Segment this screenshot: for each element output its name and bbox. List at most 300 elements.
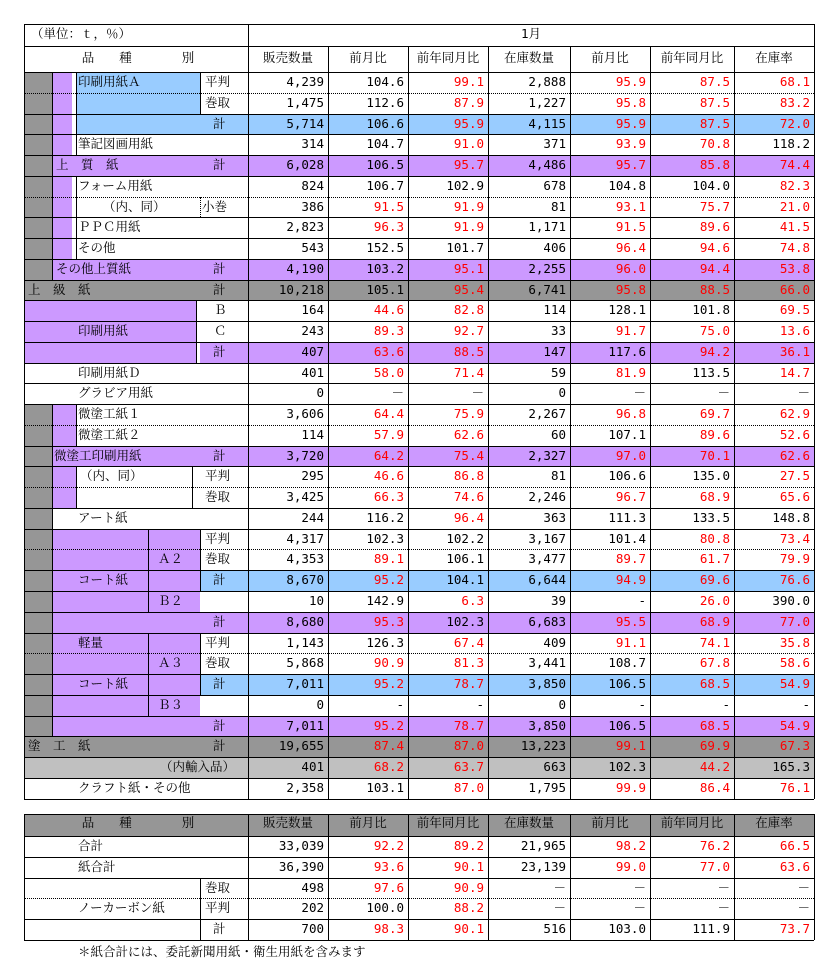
grid-line xyxy=(52,72,53,280)
data-cell: － xyxy=(391,385,404,401)
data-cell: － xyxy=(471,385,484,401)
data-cell: 202 xyxy=(301,900,324,916)
data-cell: 244 xyxy=(301,509,324,525)
data-cell: 91.1 xyxy=(615,634,646,650)
data-cell: 824 xyxy=(301,177,324,193)
column-header: 在庫数量 xyxy=(503,815,554,830)
data-cell: 6,683 xyxy=(528,613,566,629)
data-cell: 104.7 xyxy=(366,136,404,152)
data-cell: 27.5 xyxy=(779,468,810,484)
data-cell: 102.3 xyxy=(608,759,646,775)
row-label: 計 xyxy=(213,281,226,297)
data-cell: 74.1 xyxy=(699,634,730,650)
data-cell: 83.2 xyxy=(779,94,810,110)
data-cell: 54.9 xyxy=(779,717,810,733)
data-cell: 75.0 xyxy=(699,323,730,339)
data-cell: 243 xyxy=(301,323,324,339)
grid-line xyxy=(814,814,815,940)
data-cell: 95.5 xyxy=(615,613,646,629)
column-header: 在庫数量 xyxy=(503,50,554,65)
data-cell: 363 xyxy=(543,509,566,525)
data-cell: 498 xyxy=(301,879,324,895)
data-cell: 91.7 xyxy=(615,323,646,339)
data-cell: 78.7 xyxy=(453,717,484,733)
data-cell: 67.8 xyxy=(699,655,730,671)
data-cell: 6.3 xyxy=(461,593,484,608)
data-cell: 80.8 xyxy=(699,530,730,546)
data-cell: 2,255 xyxy=(528,260,566,276)
data-cell: 68.9 xyxy=(699,613,730,629)
data-cell: 0 xyxy=(316,385,324,401)
data-cell: 401 xyxy=(301,364,324,380)
data-cell: 142.9 xyxy=(366,593,404,608)
data-cell: 95.2 xyxy=(373,676,404,692)
data-cell: 8,680 xyxy=(286,613,324,629)
data-cell: 407 xyxy=(301,343,324,359)
data-cell: 106.5 xyxy=(366,157,404,173)
data-cell: 0 xyxy=(558,696,566,712)
data-cell: 74.8 xyxy=(779,240,810,256)
data-cell: 64.4 xyxy=(373,406,404,422)
data-cell: 117.6 xyxy=(608,343,646,359)
data-cell: 86.4 xyxy=(699,779,730,795)
column-header: 販売数量 xyxy=(262,815,313,830)
data-cell: － xyxy=(717,879,730,895)
data-cell: 95.8 xyxy=(615,94,646,110)
row-label: Ａ３ xyxy=(158,655,184,671)
data-cell: 4,486 xyxy=(528,157,566,173)
data-cell: 90.9 xyxy=(373,655,404,671)
data-cell: 91.0 xyxy=(453,136,484,152)
data-cell: 3,850 xyxy=(528,676,566,692)
data-cell: 14.7 xyxy=(779,364,810,380)
data-cell: 101.4 xyxy=(608,530,646,546)
data-cell: 2,327 xyxy=(528,447,566,463)
data-cell: 90.1 xyxy=(453,858,484,874)
data-cell: 77.0 xyxy=(699,858,730,874)
data-cell: 58.6 xyxy=(779,655,810,671)
data-cell: 6,644 xyxy=(528,572,566,588)
data-cell: 102.3 xyxy=(446,613,484,629)
data-cell: 76.2 xyxy=(699,838,730,853)
data-cell: － xyxy=(797,900,810,916)
data-cell: 0 xyxy=(316,696,324,712)
data-cell: - xyxy=(638,696,646,712)
data-cell: 39 xyxy=(550,593,566,608)
grid-line xyxy=(24,24,25,72)
data-cell: 126.3 xyxy=(366,634,404,650)
data-cell: 99.1 xyxy=(453,74,484,89)
data-cell: 102.9 xyxy=(446,177,484,193)
data-cell: 90.9 xyxy=(453,879,484,895)
data-cell: 10 xyxy=(308,593,324,608)
row-label: 巻取 xyxy=(205,94,231,110)
data-cell: 62.9 xyxy=(779,406,810,422)
data-cell: － xyxy=(633,900,646,916)
data-cell: - xyxy=(396,696,404,712)
data-cell: 87.4 xyxy=(373,738,404,754)
row-label: ＰＰＣ用紙 xyxy=(78,219,141,235)
row-label: 計 xyxy=(213,260,226,276)
data-cell: 96.4 xyxy=(615,240,646,256)
data-cell: 63.7 xyxy=(453,759,484,775)
data-cell: 2,358 xyxy=(286,779,324,795)
data-cell: 63.6 xyxy=(779,858,810,874)
data-cell: 95.3 xyxy=(373,613,404,629)
row-label: 平判 xyxy=(205,530,231,546)
data-cell: 87.5 xyxy=(699,115,730,131)
data-cell: 113.5 xyxy=(692,364,730,380)
data-cell: 62.6 xyxy=(779,447,810,463)
data-cell: 133.5 xyxy=(692,509,730,525)
data-cell: 3,850 xyxy=(528,717,566,733)
data-cell: 409 xyxy=(543,634,566,650)
row-label: 上 級 紙 xyxy=(28,281,91,297)
data-cell: 94.9 xyxy=(615,572,646,588)
data-cell: 147 xyxy=(543,343,566,359)
data-cell: 4,353 xyxy=(286,551,324,567)
column-header: 在庫率 xyxy=(755,815,793,830)
data-cell: 5,714 xyxy=(286,115,324,131)
row-label: 微塗工印刷用紙 xyxy=(54,447,142,463)
data-cell: － xyxy=(633,879,646,895)
row-label: 筆記図画用紙 xyxy=(78,136,154,152)
data-cell: 13,223 xyxy=(520,738,566,754)
data-cell: 99.1 xyxy=(615,738,646,754)
data-cell: 2,267 xyxy=(528,406,566,422)
data-cell: － xyxy=(553,900,566,916)
data-cell: 128.1 xyxy=(608,302,646,318)
column-header: 前年同月比 xyxy=(416,815,480,830)
data-cell: 81 xyxy=(550,198,566,214)
row-label: 小巻 xyxy=(202,198,228,214)
row-label: 巻取 xyxy=(205,489,231,505)
grid-line xyxy=(24,940,814,941)
data-cell: 69.9 xyxy=(699,738,730,754)
data-cell: 82.8 xyxy=(453,302,484,318)
data-cell: 94.6 xyxy=(699,240,730,256)
data-cell: 58.0 xyxy=(373,364,404,380)
row-label: 計 xyxy=(213,676,226,692)
data-cell: 90.1 xyxy=(453,921,484,937)
data-cell: 75.9 xyxy=(453,406,484,422)
row-label: ノーカーボン紙 xyxy=(78,900,165,916)
grid-line xyxy=(814,72,815,799)
data-cell: 68.5 xyxy=(699,676,730,692)
data-cell: 1,171 xyxy=(528,219,566,235)
data-cell: 67.4 xyxy=(453,634,484,650)
data-cell: 98.2 xyxy=(615,838,646,853)
data-cell: 1,795 xyxy=(528,779,566,795)
data-cell: 73.7 xyxy=(779,921,810,937)
data-cell: 106.5 xyxy=(608,717,646,733)
data-cell: 106.5 xyxy=(608,676,646,692)
data-cell: 95.2 xyxy=(373,572,404,588)
data-cell: 91.9 xyxy=(453,219,484,235)
data-cell: － xyxy=(717,900,730,916)
grid-line xyxy=(814,24,815,72)
data-cell: 87.5 xyxy=(699,74,730,89)
row-label: 巻取 xyxy=(205,551,231,567)
data-cell: 70.8 xyxy=(699,136,730,152)
data-cell: 5,868 xyxy=(286,655,324,671)
data-cell: 0 xyxy=(558,385,566,401)
row-label: 印刷用紙 xyxy=(78,323,129,339)
row-label: コート紙 xyxy=(78,572,129,588)
data-cell: 106.1 xyxy=(446,551,484,567)
column-group-header: 品 種 別 xyxy=(81,815,195,830)
data-cell: 73.4 xyxy=(779,530,810,546)
data-cell: 87.0 xyxy=(453,779,484,795)
data-cell: 406 xyxy=(543,240,566,256)
grid-line xyxy=(24,814,25,940)
data-cell: 104.1 xyxy=(446,572,484,588)
data-cell: 99.0 xyxy=(615,858,646,874)
row-label: Ｂ xyxy=(214,302,227,318)
column-header: 前年同月比 xyxy=(660,815,724,830)
data-cell: 118.2 xyxy=(772,136,810,152)
data-cell: 89.7 xyxy=(615,551,646,567)
data-cell: 94.2 xyxy=(699,343,730,359)
data-cell: 103.1 xyxy=(366,779,404,795)
row-label: 軽量 xyxy=(78,634,104,650)
row-label: フォーム用紙 xyxy=(78,177,153,193)
data-cell: 53.8 xyxy=(779,260,810,276)
data-cell: 66.0 xyxy=(779,281,810,297)
row-label: アート紙 xyxy=(78,509,128,525)
data-cell: 36,390 xyxy=(278,858,324,874)
data-cell: 104.6 xyxy=(366,74,404,89)
data-cell: 3,720 xyxy=(286,447,324,463)
column-header: 前月比 xyxy=(349,50,387,65)
data-cell: 106.7 xyxy=(366,177,404,193)
row-label: 計 xyxy=(213,572,226,588)
data-cell: - xyxy=(802,696,810,712)
data-cell: 95.7 xyxy=(453,157,484,173)
data-cell: 102.2 xyxy=(446,530,484,546)
data-cell: 2,888 xyxy=(528,74,566,89)
data-cell: 96.7 xyxy=(615,489,646,505)
data-cell: 70.1 xyxy=(699,447,730,463)
data-cell: 91.5 xyxy=(615,219,646,235)
data-cell: 164 xyxy=(301,302,324,318)
data-cell: 2,246 xyxy=(528,489,566,505)
data-cell: 77.0 xyxy=(779,613,810,629)
data-cell: 111.9 xyxy=(692,921,730,937)
data-cell: 390.0 xyxy=(772,593,810,608)
data-cell: 96.4 xyxy=(453,509,484,525)
row-label: 計 xyxy=(213,157,226,173)
data-cell: 21.0 xyxy=(779,198,810,214)
data-cell: 95.9 xyxy=(453,115,484,131)
data-cell: 71.4 xyxy=(453,364,484,380)
data-cell: 95.2 xyxy=(373,717,404,733)
data-cell: 94.4 xyxy=(699,260,730,276)
data-cell: 6,741 xyxy=(528,281,566,297)
row-label: 上 質 紙 xyxy=(56,157,119,173)
data-cell: 68.9 xyxy=(699,489,730,505)
data-cell: 101.7 xyxy=(446,240,484,256)
data-cell: 75.7 xyxy=(699,198,730,214)
data-cell: - xyxy=(722,696,730,712)
column-header: 販売数量 xyxy=(262,50,313,65)
row-label: 塗 工 紙 xyxy=(28,738,91,754)
data-cell: 93.9 xyxy=(615,136,646,152)
data-cell: 81.3 xyxy=(453,655,484,671)
data-cell: 386 xyxy=(301,198,324,214)
data-cell: 23,139 xyxy=(520,858,566,874)
data-cell: 76.6 xyxy=(779,572,810,588)
data-cell: 148.8 xyxy=(772,509,810,525)
data-cell: 82.3 xyxy=(779,177,810,193)
data-cell: - xyxy=(638,593,646,608)
row-label: 計 xyxy=(213,447,226,463)
data-cell: 97.0 xyxy=(615,447,646,463)
row-label: 平判 xyxy=(205,468,231,484)
data-cell: 104.8 xyxy=(608,177,646,193)
data-cell: 543 xyxy=(301,240,324,256)
data-cell: 86.8 xyxy=(453,468,484,484)
data-cell: 68.2 xyxy=(373,759,404,775)
data-cell: 57.9 xyxy=(373,426,404,442)
row-label: 平判 xyxy=(205,900,231,916)
row-label: （内、同） xyxy=(103,198,166,214)
data-cell: 59 xyxy=(550,364,566,380)
data-cell: 116.2 xyxy=(366,509,404,525)
data-cell: 60 xyxy=(550,426,566,442)
data-cell: 95.4 xyxy=(453,281,484,297)
data-cell: 63.6 xyxy=(373,343,404,359)
data-cell: 4,317 xyxy=(286,530,324,546)
data-cell: 88.2 xyxy=(453,900,484,916)
data-cell: 401 xyxy=(301,759,324,775)
data-cell: 96.3 xyxy=(373,219,404,235)
data-cell: 33 xyxy=(550,323,566,339)
data-cell: 62.6 xyxy=(453,426,484,442)
data-cell: 114 xyxy=(301,426,324,442)
data-cell: 85.8 xyxy=(699,157,730,173)
row-label: Ｃ xyxy=(214,323,227,339)
data-cell: 105.1 xyxy=(366,281,404,297)
grid-line xyxy=(76,176,77,259)
data-cell: 104.0 xyxy=(692,177,730,193)
footnote: ＊紙合計には、委託新聞用紙・衛生用紙を含みます xyxy=(78,944,366,959)
data-cell: 8,670 xyxy=(286,572,324,588)
data-cell: － xyxy=(797,879,810,895)
data-cell: 98.3 xyxy=(373,921,404,937)
row-label: 巻取 xyxy=(205,879,231,895)
data-cell: 93.6 xyxy=(373,858,404,874)
data-cell: 371 xyxy=(543,136,566,152)
data-cell: 7,011 xyxy=(286,676,324,692)
data-cell: 96.8 xyxy=(615,406,646,422)
data-cell: 3,441 xyxy=(528,655,566,671)
data-cell: 68.5 xyxy=(699,717,730,733)
data-cell: 95.8 xyxy=(615,281,646,297)
data-cell: 21,965 xyxy=(520,838,566,853)
row-label: クラフト紙・その他 xyxy=(78,779,191,795)
data-cell: 6,028 xyxy=(286,157,324,173)
data-cell: 1,227 xyxy=(528,94,566,110)
row-label: コート紙 xyxy=(78,676,129,692)
row-label: 平判 xyxy=(205,634,231,650)
data-cell: 111.3 xyxy=(608,509,646,525)
data-cell: － xyxy=(633,385,646,401)
data-cell: 93.1 xyxy=(615,198,646,214)
column-header: 前月比 xyxy=(591,815,629,830)
data-cell: 89.6 xyxy=(699,219,730,235)
grid-line xyxy=(52,404,53,736)
data-cell: 102.3 xyxy=(366,530,404,546)
data-cell: 663 xyxy=(543,759,566,775)
data-cell: 114 xyxy=(543,302,566,318)
data-cell: 295 xyxy=(301,468,324,484)
data-cell: 97.6 xyxy=(373,879,404,895)
data-cell: 26.0 xyxy=(699,593,730,608)
data-cell: 101.8 xyxy=(692,302,730,318)
data-cell: 95.7 xyxy=(615,157,646,173)
data-cell: 4,190 xyxy=(286,260,324,276)
grid-line xyxy=(24,799,814,800)
data-cell: 106.6 xyxy=(366,115,404,131)
data-cell: 314 xyxy=(301,136,324,152)
data-cell: 88.5 xyxy=(699,281,730,297)
row-label: 巻取 xyxy=(205,655,231,671)
unit-label: （単位：ｔ，％） xyxy=(31,26,132,41)
data-cell: 89.1 xyxy=(373,551,404,567)
grid-line xyxy=(76,404,77,446)
data-cell: 88.5 xyxy=(453,343,484,359)
data-cell: 81 xyxy=(550,468,566,484)
data-cell: 91.9 xyxy=(453,198,484,214)
data-cell: 678 xyxy=(543,177,566,193)
data-cell: － xyxy=(553,879,566,895)
data-cell: 10,218 xyxy=(278,281,324,297)
data-cell: 65.6 xyxy=(779,489,810,505)
data-cell: 33,039 xyxy=(278,838,324,853)
data-cell: 36.1 xyxy=(779,343,810,359)
data-cell: 2,823 xyxy=(286,219,324,235)
data-cell: 4,115 xyxy=(528,115,566,131)
data-cell: 7,011 xyxy=(286,717,324,733)
data-cell: 92.2 xyxy=(373,838,404,853)
data-cell: 87.5 xyxy=(699,94,730,110)
data-cell: 95.9 xyxy=(615,74,646,89)
column-header: 前年同月比 xyxy=(416,50,480,65)
data-cell: 89.3 xyxy=(373,323,404,339)
data-cell: 108.7 xyxy=(608,655,646,671)
data-cell: 103.0 xyxy=(608,921,646,937)
data-cell: 516 xyxy=(543,921,566,937)
data-cell: 95.1 xyxy=(453,260,484,276)
data-cell: 44.2 xyxy=(699,759,730,775)
data-cell: 69.6 xyxy=(699,572,730,588)
data-cell: 87.9 xyxy=(453,94,484,110)
data-cell: 54.9 xyxy=(779,676,810,692)
data-cell: 96.0 xyxy=(615,260,646,276)
data-cell: 152.5 xyxy=(366,240,404,256)
data-cell: 700 xyxy=(301,921,324,937)
data-cell: 100.0 xyxy=(366,900,404,916)
data-cell: 75.4 xyxy=(453,447,484,463)
grid-line xyxy=(76,466,77,508)
data-cell: 35.8 xyxy=(779,634,810,650)
data-cell: 91.5 xyxy=(373,198,404,214)
data-cell: 68.1 xyxy=(779,74,810,89)
data-cell: 135.0 xyxy=(692,468,730,484)
column-header: 在庫率 xyxy=(755,50,793,65)
data-cell: 107.1 xyxy=(608,426,646,442)
